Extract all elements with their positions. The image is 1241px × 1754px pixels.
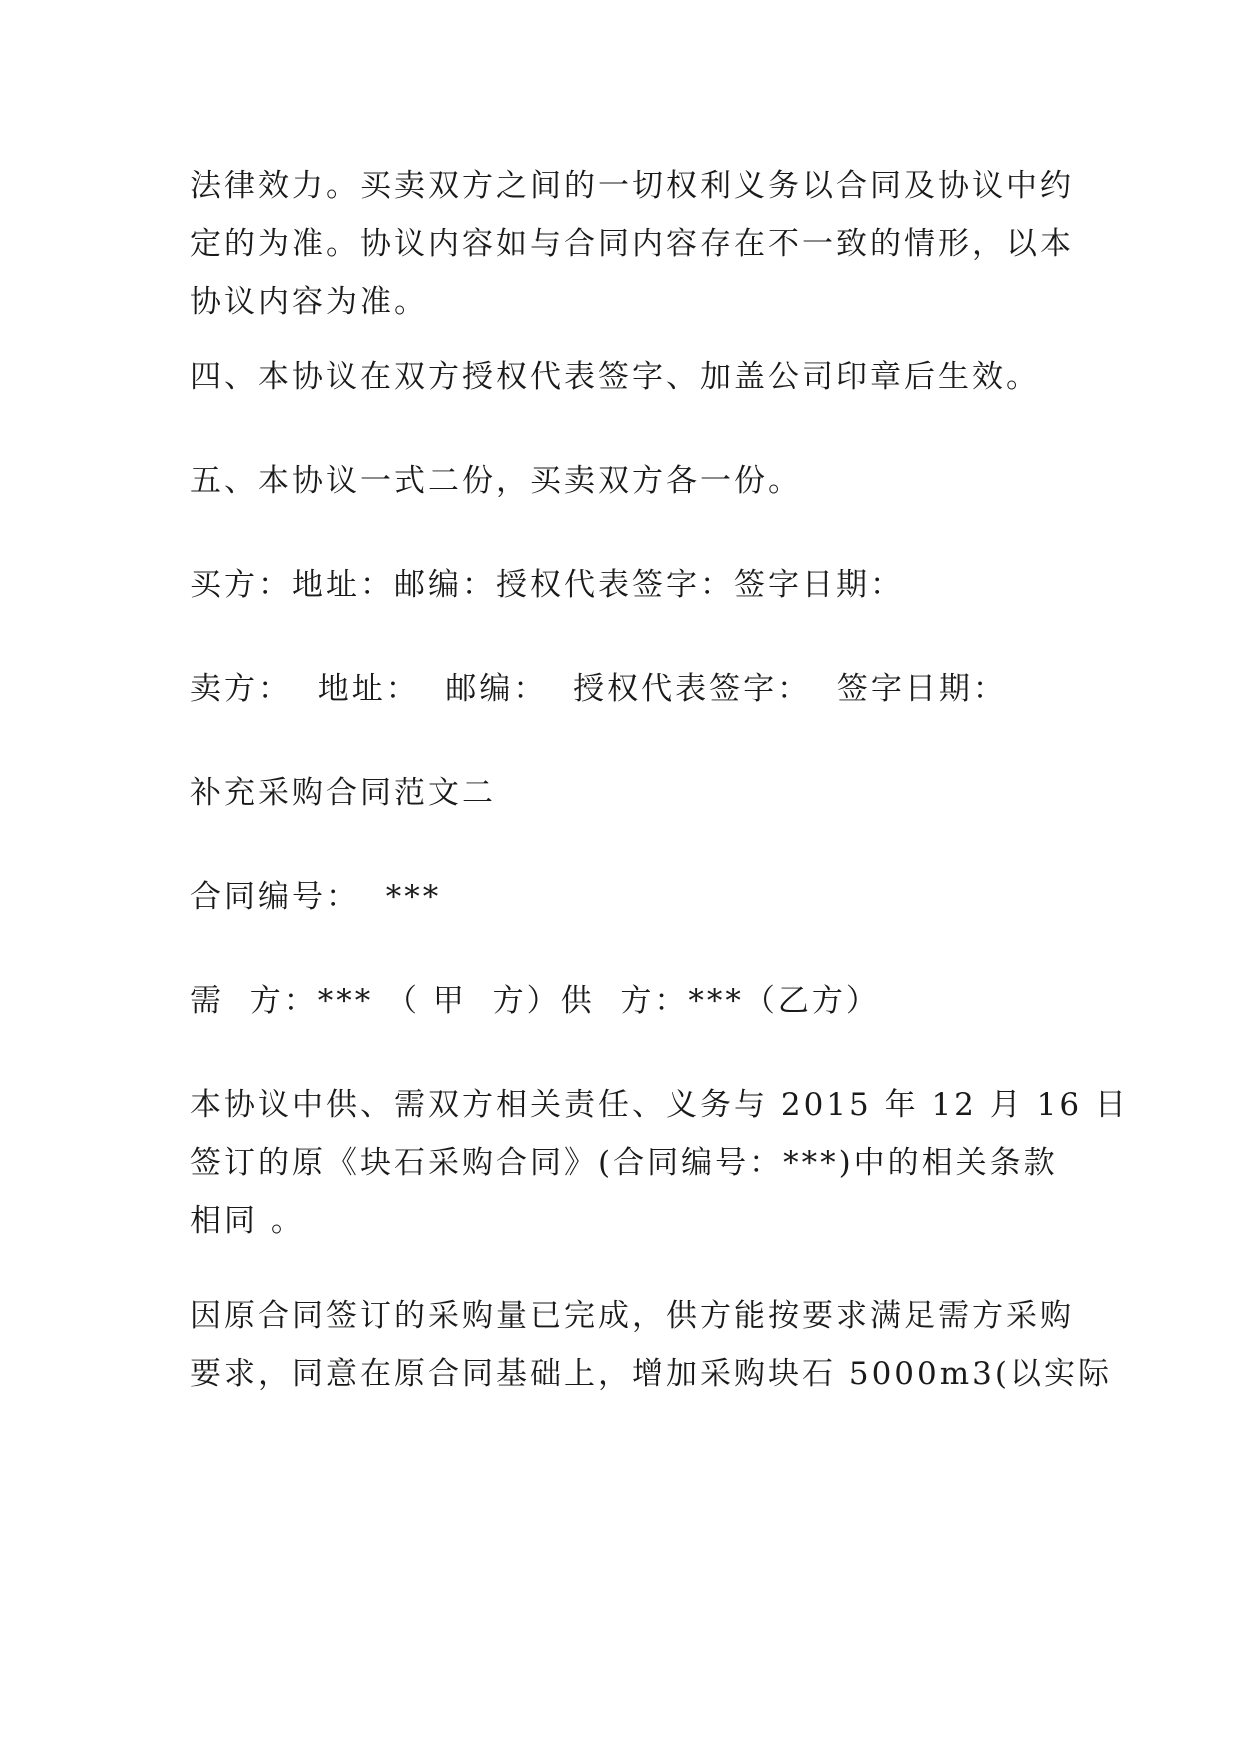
clause-four-text: 四、本协议在双方授权代表签字、加盖公司印章后生效。 [190, 359, 1040, 395]
contract-number-text: 合同编号： *** [190, 879, 442, 915]
paragraph-line: 法律效力。买卖双方之间的一切权利义务以合同及协议中约 [190, 168, 1074, 204]
seller-signature-line [190, 660, 1070, 718]
parties-text: 需 方：*** （ 甲 方）供 方：***（乙方） [190, 983, 880, 1019]
clause-five-text: 五、本协议一式二份，买卖双方各一份。 [190, 463, 802, 499]
paragraph-line: 本协议中供、需双方相关责任、义务与 2015 年 12 月 16 日 [190, 1087, 1129, 1123]
clause-five [190, 452, 1070, 510]
paragraph-line: 因原合同签订的采购量已完成，供方能按要求满足需方采购 [190, 1298, 1074, 1334]
paragraph-responsibilities [190, 1076, 1129, 1250]
paragraph-line: 协议内容为准。 [190, 284, 428, 320]
paragraph-line: 相同 。 [190, 1203, 305, 1239]
clause-four [190, 348, 1070, 406]
parties-line [190, 972, 1070, 1030]
buyer-signature-line [190, 556, 1070, 614]
seller-line-text: 卖方： 地址： 邮编： 授权代表签字： 签字日期： [190, 671, 1007, 707]
paragraph-line: 签订的原《块石采购合同》(合同编号：***)中的相关条款 [190, 1145, 1058, 1181]
section-title-text: 补充采购合同范文二 [190, 775, 496, 811]
paragraph-legal-effect [190, 157, 1074, 331]
paragraph-line: 定的为准。协议内容如与合同内容存在不一致的情形，以本 [190, 226, 1074, 262]
paragraph-additional-purchase [190, 1287, 1112, 1403]
contract-number [190, 868, 1070, 926]
buyer-line-text: 买方：地址：邮编：授权代表签字：签字日期： [190, 567, 904, 603]
section-title [190, 764, 1070, 822]
paragraph-line: 要求，同意在原合同基础上，增加采购块石 5000m3(以实际 [190, 1356, 1112, 1392]
